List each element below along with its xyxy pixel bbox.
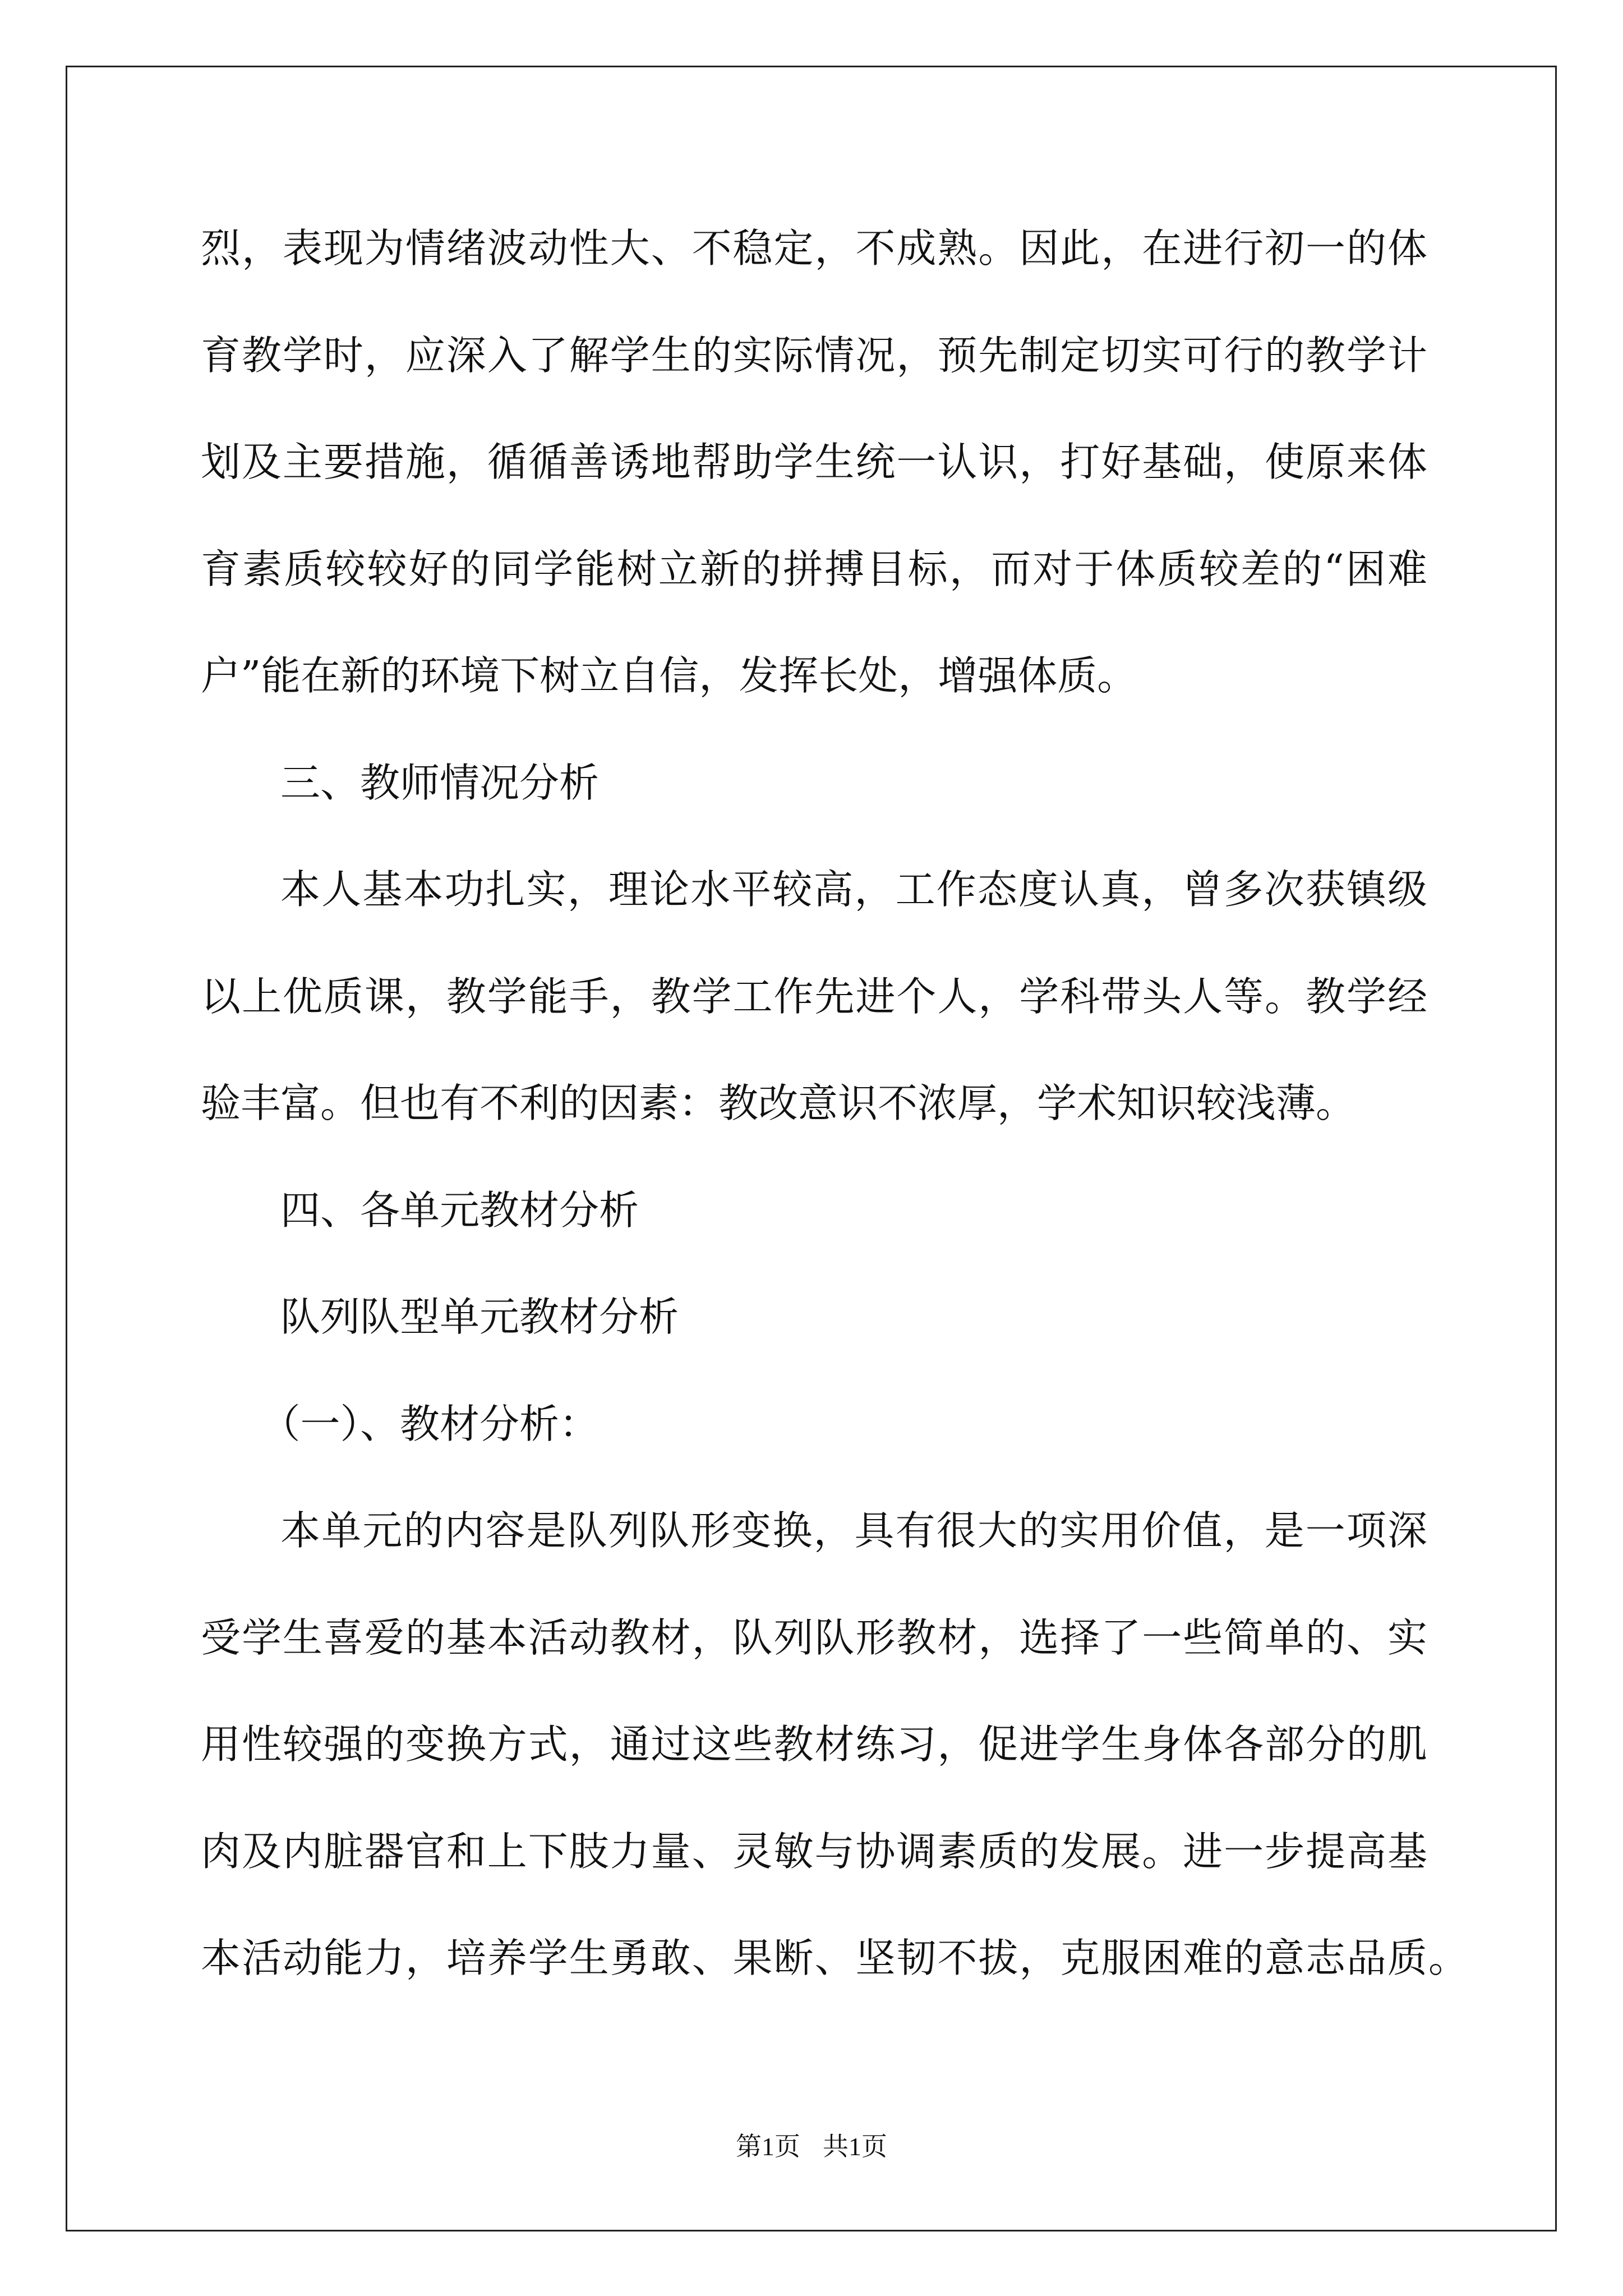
subsection-heading-formation	[201, 1264, 1427, 1371]
body-text-line: 户”能在新的环境下树立自信，发挥长处，增强体质。	[201, 652, 1137, 699]
page-footer	[0, 2132, 1623, 2162]
section-heading: 三、教师情况分析	[280, 759, 600, 806]
subsection-heading: 队列队型单元教材分析	[280, 1294, 679, 1340]
paragraph-teacher-analysis	[201, 836, 1427, 1157]
body-text-line: 育素质较较好的同学能树立新的拼搏目标，而对于体质较差的“困难	[201, 545, 1427, 592]
body-text-line: 育教学时，应深入了解学生的实际情况，预先制定切实可行的教学计	[201, 332, 1427, 379]
paragraph-continuation	[201, 195, 1427, 730]
subsection-heading-material	[201, 1371, 1427, 1478]
paragraph-material-analysis	[201, 1478, 1468, 2012]
body-text-line: 用性较强的变换方式，通过这些教材练习，促进学生身体各部分的肌	[201, 1721, 1427, 1768]
body-text-line: 验丰富。但也有不利的因素：教改意识不浓厚，学术知识较浅薄。	[201, 1080, 1356, 1126]
body-text-line: 肉及内脏器官和上下肢力量、灵敏与协调素质的发展。进一步提高基	[201, 1828, 1427, 1875]
section-heading-unit-analysis	[201, 1157, 1427, 1264]
body-text-line: 受学生喜爱的基本活动教材，队列队形教材，选择了一些简单的、实	[201, 1614, 1427, 1661]
body-text-line: 烈，表现为情绪波动性大、不稳定，不成熟。因此，在进行初一的体	[201, 225, 1427, 272]
section-heading-teacher-analysis	[201, 730, 1427, 837]
document-body	[201, 195, 1468, 2012]
section-heading: 四、各单元教材分析	[280, 1186, 639, 1234]
body-text-line: 本活动能力，培养学生勇敢、果断、坚韧不拔，克服困难的意志品质。	[201, 1935, 1468, 1981]
body-text-line: 本人基本功扎实，理论水平较高，工作态度认真，曾多次获镇级	[280, 866, 1427, 913]
body-text-line: 划及主要措施，循循善诱地帮助学生统一认识，打好基础，使原来体	[201, 439, 1427, 485]
page-number: 第1页	[736, 2132, 800, 2161]
subsection-heading: （一）、教材分析：	[260, 1400, 600, 1447]
page-total: 共1页	[823, 2132, 887, 2161]
body-text-line: 本单元的内容是队列队形变换，具有很大的实用价值，是一项深	[280, 1507, 1427, 1554]
body-text-line: 以上优质课，教学能手，教学工作先进个人，学科带头人等。教学经	[201, 973, 1427, 1020]
